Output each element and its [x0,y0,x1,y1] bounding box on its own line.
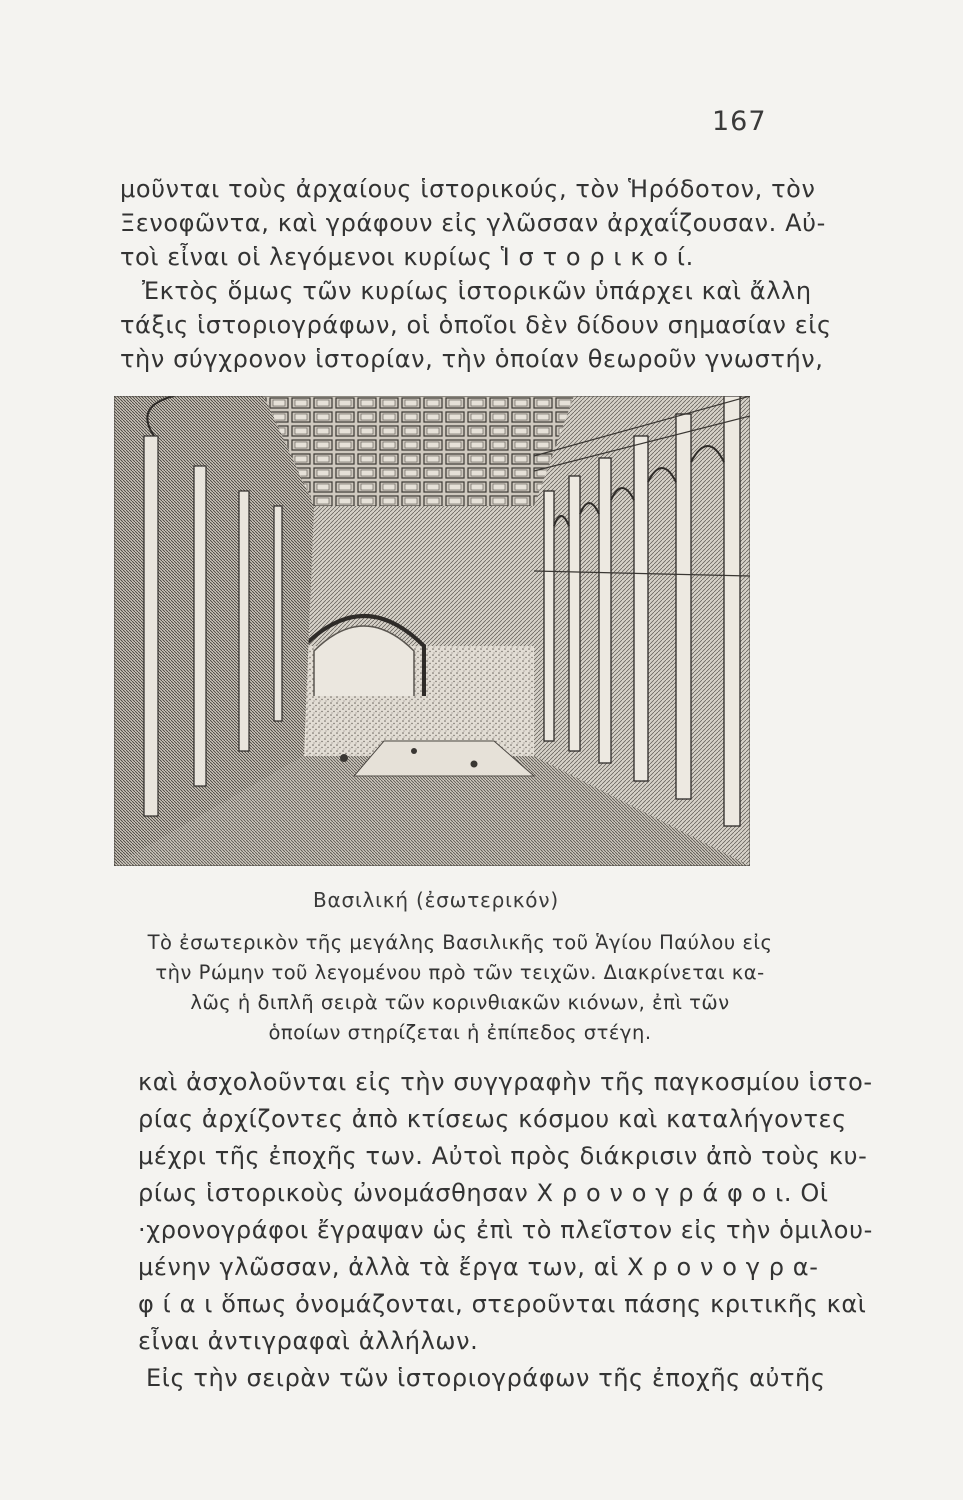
text-line: Εἰς τὴν σειρὰν τῶν ἱστοριογράφων τῆς ἐποχῆς αὐτῆς [146,1364,826,1392]
text-line: εἶναι ἀντιγραφαὶ ἀλλήλων. [138,1327,479,1355]
text-line: φ ί α ι ὅπως ὀνομάζονται, στεροῦνται πάσης κριτικῆς καὶ [138,1290,867,1318]
text-line: Ἐκτὸς ὅμως τῶν κυρίως ἱστορικῶν ὑπάρχει καὶ ἄλλη [142,277,812,305]
text-line: τὴν σύγχρονον ἱστορίαν, τὴν ὁποίαν θεωροῦν γνωστήν, [120,345,824,373]
caption-line: Τὸ ἐσωτερικὸν τῆς μεγάλης Βασιλικῆς τοῦ Ἁγίου Παύλου εἰς [147,931,773,954]
paragraph-top [120,172,832,376]
text-line: καὶ ἀσχολοῦνται εἰς τὴν συγγραφὴν τῆς παγκοσμίου ἱστο- [138,1068,873,1096]
text-line: τάξις ἱστοριογράφων, οἱ ὁποῖοι δὲν δίδουν σημασίαν εἰς [120,311,832,339]
text-line: μένην γλῶσσαν, ἀλλὰ τὰ ἔργα των, αἱ Χ ρ ο ν ο γ ρ α- [138,1253,819,1281]
text-line: μοῦνται τοὺς ἀρχαίους ἱστορικούς, τὸν Ἡρόδοτον, τὸν [120,175,816,203]
text-line: Ξενοφῶντα, καὶ γράφουν εἰς γλῶσσαν ἀρχαΐζουσαν. Αὐ- [120,209,826,237]
caption-line: ὁποίων στηρίζεται ἡ ἐπίπεδος στέγη. [268,1021,652,1044]
text-line: ·χρονογράφοι ἔγραψαν ὡς ἐπὶ τὸ πλεῖστον εἰς τὴν ὁμιλου- [138,1216,873,1244]
figure-title: Βασιλική (ἐσωτερικόν) [313,888,559,912]
text-line: τοὶ εἶναι οἱ λεγόμενοι κυρίως Ἱ σ τ ο ρ ι κ ο ί. [120,243,694,271]
text-line: ρίας ἀρχίζοντες ἀπὸ κτίσεως κόσμου καὶ καταλήγοντες [138,1105,847,1133]
text-line: ρίως ἱστορικοὺς ὠνομάσθησαν Χ ρ ο ν ο γ ρ ά φ ο ι. Οἱ [138,1179,829,1207]
page-number: 167 [712,106,767,137]
paragraph-bottom [138,1064,873,1397]
figure-caption [130,928,790,1048]
caption-line: λῶς ἡ διπλῆ σειρὰ τῶν κορινθιακῶν κιόνων, ἐπὶ τῶν [190,991,730,1014]
basilica-engraving [114,396,750,866]
text-line: μέχρι τῆς ἐποχῆς των. Αὐτοὶ πρὸς διάκρισιν ἀπὸ τοὺς κυ- [138,1142,868,1170]
caption-line: τὴν Ρώμην τοῦ λεγομένου πρὸ τῶν τειχῶν. Διακρίνεται κα- [155,961,765,984]
